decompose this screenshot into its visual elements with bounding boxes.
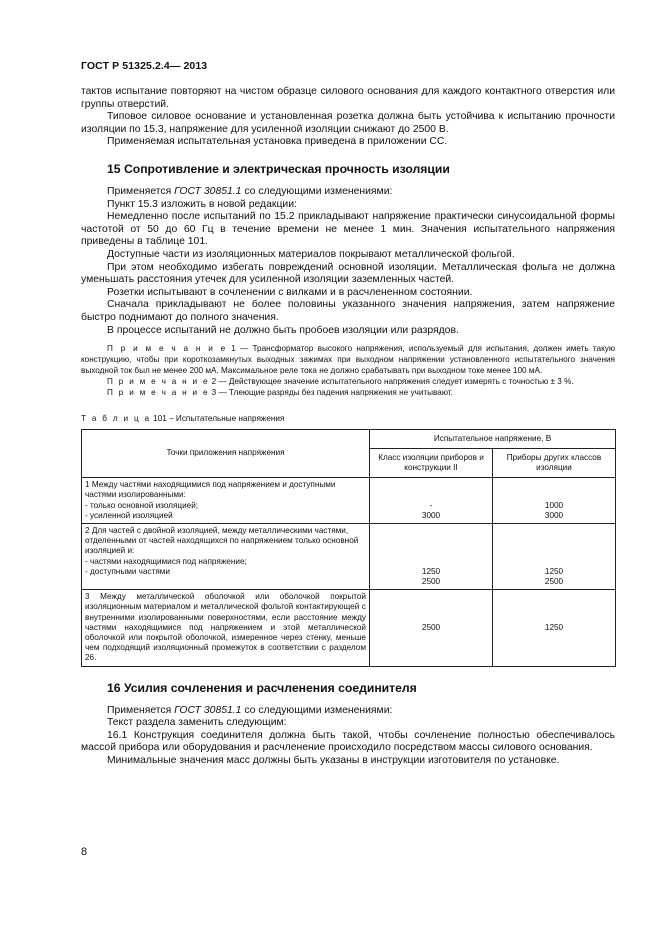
column-header-voltage: Испытательное напряжение, В — [370, 430, 616, 449]
value: - — [429, 500, 433, 510]
value: 1000 — [544, 500, 564, 510]
section-15-paragraph: При этом необходимо избегать повреждений основной изоляции. Металлическая фольга не должна уменьшать расстояния утечек для усиленной изоляции заземленных частей. — [81, 261, 615, 286]
table-cell-points — [82, 478, 370, 524]
table-caption-text: 101 – Испытательные напряжения — [150, 414, 285, 424]
note-label: П р и м е ч а н и е — [107, 377, 210, 387]
column-header-class2: Класс изоляции приборов и конструкции II — [370, 449, 493, 478]
note-text: 2 — Действующее значение испытательного напряжения следует измерять с точностью ± 3 %. — [209, 377, 574, 387]
table-cell-points: 3 Между металлической оболочкой или оболочкой покрытой изоляционным материалом и металлической фольгой контактирующей с внутренними изолированными поверхностями, если расстояние между частями находящимися под напряжением и этой металлической оболочкой или покрытой оболочкой, измеренное через стенку, меньше чем подходящий изоляционный промежуток в соответствии с разделом 26. — [82, 590, 370, 666]
table-cell-class2: 2500 — [370, 590, 493, 666]
value: 1250 — [544, 566, 564, 576]
section-16-paragraph: 16.1 Конструкция соединителя должна быть такой, чтобы сочленение полностью обеспечивалось массой прибора или оборудования и расчленение происходило посредством массы силового основания. — [81, 729, 615, 754]
applies-prefix: Применяется — [107, 704, 175, 716]
note-label: П р и м е ч а н и е — [107, 344, 228, 354]
table-caption-label: Т а б л и ц а — [81, 414, 151, 424]
note-text: 1 — Трансформатор высокого напряжения, используемый для испытания, должен иметь такую конструкцию, чтобы при короткозамкнутых выходных зажимах при выходном напряжении установленного испытательного значения выходной ток был не менее 200 мА. Максимальное реле тока не должно срабатывать при выходном токе менее 100 мА. — [81, 344, 615, 376]
section-15-paragraph: Сначала прикладывают не более половины указанного значения напряжения, затем напряжение быстро поднимают до полного значения. — [81, 299, 615, 323]
section-15-paragraph: Доступные части из изоляционных материалов покрывают металлической фольгой. — [107, 248, 515, 260]
section-16-paragraph: Текст раздела заменить следующим: — [107, 717, 287, 729]
spacer — [85, 577, 366, 587]
value: 3000 — [421, 510, 441, 520]
section-15-paragraph: Пункт 15.3 изложить в новой редакции: — [107, 198, 297, 210]
table-row — [82, 523, 616, 589]
section-15-paragraph: Розетки испытывают в сочленении с вилками и в расчлененном состоянии. — [107, 286, 473, 298]
table-caption — [81, 414, 615, 423]
column-header-other: Приборы других классов изоляции — [493, 449, 616, 478]
row1-line: - усиленной изоляцией — [85, 510, 173, 520]
table-cell-other: 1250 — [493, 590, 616, 666]
row2-line: - доступными частями — [85, 566, 170, 576]
document-header: ГОСТ Р 51325.2.4— 2013 — [81, 60, 208, 72]
applies-prefix: Применяется — [107, 185, 175, 197]
section-15-applies — [81, 186, 615, 199]
note-label: П р и м е ч а н и е — [107, 388, 210, 398]
table-cell-other — [493, 478, 616, 524]
row2-line: 2 Для частей с двойной изоляцией, между металлическими частями, отделенными от частей находящихся по напряжением только основной изоляцией и: — [85, 525, 359, 556]
section-16-title: 16 Усилия сочленения и расчленения соединителя — [107, 680, 417, 695]
page-number: 8 — [81, 846, 88, 858]
row2-line: - частями находящимися под напряжение; — [85, 556, 247, 566]
value: 2500 — [544, 576, 564, 586]
test-voltage-table — [81, 429, 616, 666]
table-cell-class2 — [370, 523, 493, 589]
standard-reference: ГОСТ 30851.1 — [174, 185, 242, 197]
table-row — [82, 590, 616, 666]
table-cell-class2 — [370, 478, 493, 524]
applies-suffix: со следующими изменениями: — [241, 704, 393, 716]
table-cell-points — [82, 523, 370, 589]
row1-line: 1 Между частями находящимися под напряжением и доступными частями изолированными: — [85, 480, 336, 500]
section-15-title: 15 Сопротивление и электрическая прочность изоляции — [107, 161, 450, 176]
note-2 — [81, 376, 615, 387]
intro-paragraph-2: Типовое силовое основание и установленная розетка должна быть устойчива к испытанию прочности изоляции по 15.3, напряжение для усиленной изоляции снижают до 2500 В. — [81, 111, 615, 135]
note-3 — [81, 387, 615, 398]
intro-paragraph-1: тактов испытание повторяют на чистом образце силового основания для каждого контактного отверстия или группы отверстий. — [81, 86, 615, 110]
value: 2500 — [421, 576, 441, 586]
value: 3000 — [544, 510, 564, 520]
table-row — [82, 478, 616, 524]
row1-line: - только основной изоляцией; — [85, 500, 199, 510]
section-16-paragraph: Минимальные значения масс должны быть указаны в инструкции изготовителя по установке. — [107, 754, 560, 766]
section-15-paragraph: Немедленно после испытаний по 15.2 прикладывают напряжение практически синусоидальной формы частотой от 50 до 60 Гц в течение времени не менее 1 мин. Значения испытательного напряжения приведены в таблице 101. — [81, 211, 615, 248]
note-1 — [81, 343, 615, 376]
column-header-points: Точки приложения напряжения — [82, 430, 370, 478]
section-16-applies — [81, 705, 615, 718]
applies-suffix: со следующими изменениями: — [241, 185, 393, 197]
page-content — [81, 86, 615, 768]
table-cell-other — [493, 523, 616, 589]
intro-paragraph-3: Применяемая испытательная установка приведена в приложении CC. — [107, 136, 448, 148]
note-text: 3 — Тлеющие разряды без падения напряжения не учитывают. — [209, 388, 453, 398]
value: 1250 — [421, 566, 441, 576]
standard-reference: ГОСТ 30851.1 — [174, 704, 242, 716]
section-15-paragraph: В процессе испытаний не должно быть пробоев изоляции или разрядов. — [107, 324, 459, 336]
